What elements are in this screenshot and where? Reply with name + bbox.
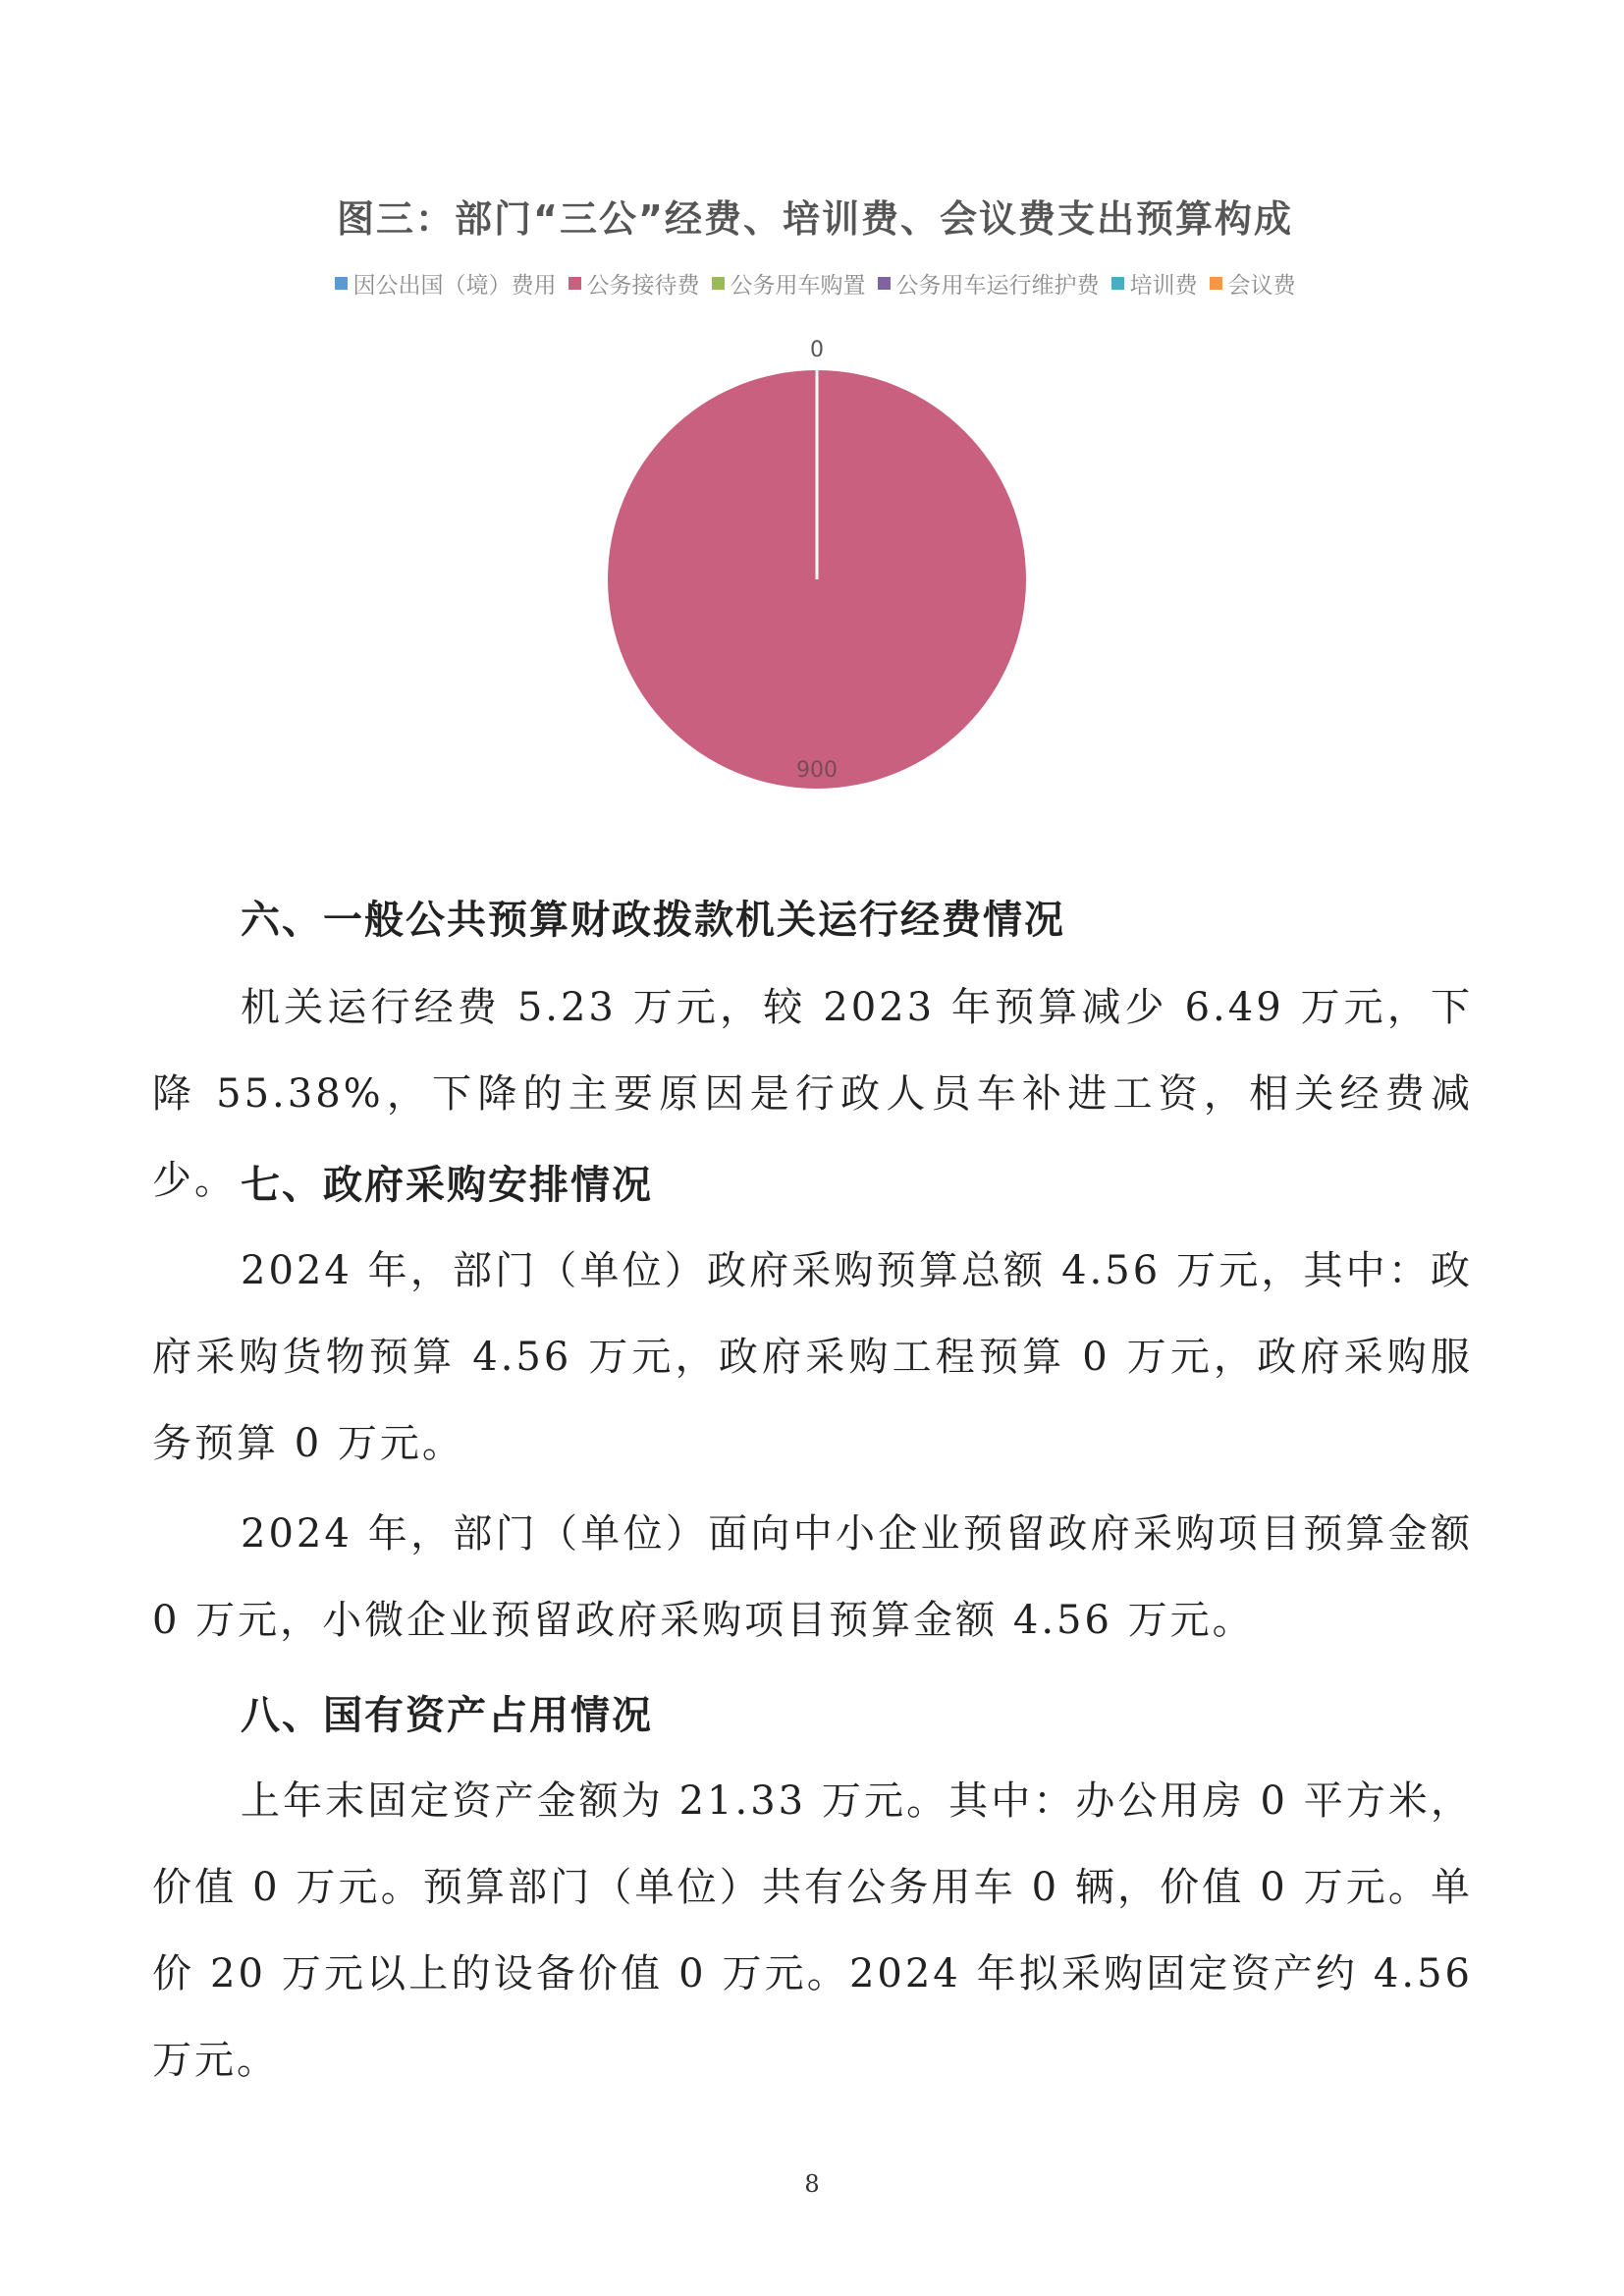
- page-number: 8: [804, 2170, 820, 2198]
- legend-label: 公务接待费: [586, 273, 700, 299]
- paragraph: 上年末固定资产金额为 21.33 万元。其中：办公用房 0 平方米，价值 0 万元。预算部门（单位）共有公务用车 0 辆，价值 0 万元。单价 20 万元以上的设备价值 0 万元。2024 年拟采购固定资产约 4.56 万元。: [152, 1778, 1473, 2083]
- section-heading-7: 七、政府采购安排情况: [241, 1163, 653, 1208]
- legend-label: 公务用车运行维护费: [895, 273, 1100, 299]
- legend-label: 培训费: [1129, 273, 1198, 299]
- legend-label: 公务用车购置: [730, 273, 866, 299]
- pie-data-label: 0: [810, 338, 824, 362]
- pie-plot: [152, 177, 1478, 845]
- section-heading-6: 六、一般公共预算财政拨款机关运行经费情况: [241, 898, 1065, 943]
- legend-label: 因公出国（境）费用: [352, 273, 557, 299]
- paragraph: 2024 年，部门（单位）政府采购预算总额 4.56 万元，其中：政府采购货物预算 4.56 万元，政府采购工程预算 0 万元，政府采购服务预算 0 万元。: [152, 1248, 1473, 1466]
- paragraph: 机关运行经费 5.23 万元，较 2023 年预算减少 6.49 万元，下降 55.38%，下降的主要原因是行政人员车补进工资，相关经费减少。: [152, 985, 1473, 1203]
- paragraph: 2024 年，部门（单位）面向中小企业预留政府采购项目预算金额 0 万元，小微企业预留政府采购项目预算金额 4.56 万元。: [152, 1511, 1473, 1643]
- pie-chart: [152, 177, 1478, 845]
- legend-label: 会议费: [1227, 273, 1296, 299]
- pie-data-label: 900: [796, 758, 838, 783]
- chart-title: 图三：部门“三公”经费、培训费、会议费支出预算构成: [337, 197, 1293, 241]
- section-heading-8: 八、国有资产占用情况: [241, 1693, 653, 1738]
